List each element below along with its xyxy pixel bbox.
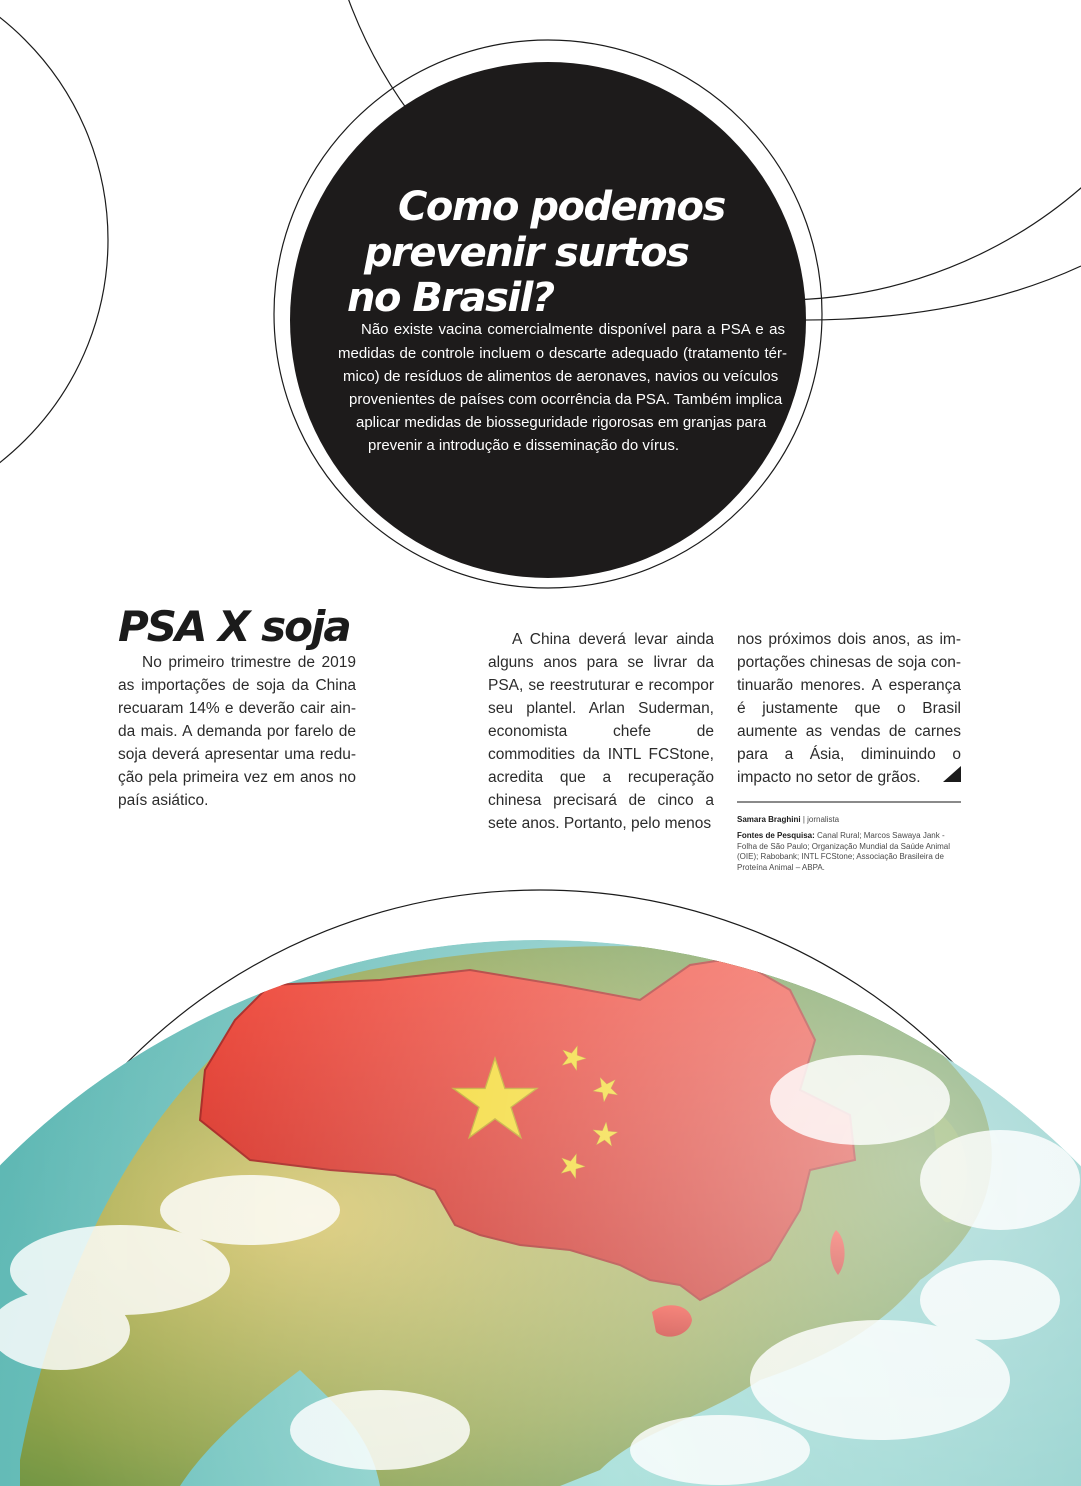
box-title-line-2: prevenir surtos [364,230,689,276]
box-body-line-6: prevenir a introdução e disseminação do vírus. [368,437,680,454]
author-credit [737,815,967,826]
column-1-text: No primeiro trimestre de 2019 as importações de soja da China recuaram 14% e deverão cair ainda mais. A demanda por farelo de soja deverá apresentar uma redução pela primeira vez em anos no país asiático. [118,654,356,809]
research-sources [737,831,963,873]
author-name: Samara Braghini [737,815,801,824]
box-body-line-1: Não existe vacina comercialmente disponível para a PSA e as [361,321,785,338]
column-3-text: nos próximos dois anos, as importações chinesas de soja continuarão menores. A esperança é justamente que o Brasil aumente as vendas de carnes para a Ásia, diminuindo o impacto no setor de grãos. [737,631,961,786]
box-title-line-1: Como podemos [398,184,725,230]
box-body-line-2: medidas de controle incluem o descarte adequado (tratamento tér- [338,345,787,362]
box-body-line-4: provenientes de países com ocorrência da PSA. Também implica [349,391,783,408]
section-heading: PSA X soja [118,602,350,651]
credits-divider [737,801,961,803]
box-body-line-3: mico) de resíduos de alimentos de aeronaves, navios ou veículos [343,368,779,385]
sources-label: Fontes de Pesquisa: [737,831,815,840]
author-role: | jornalista [802,815,840,824]
left-arc [0,0,108,523]
sources-list: Canal Rural; Marcos Sawaya Jank - Folha de São Paulo; Organização Mundial da Saúde Animal (OIE); Rabobank; INTL FCStone; Associação Brasileira de Proteína Animal – ABPA. [737,831,951,872]
right-arc [790,266,1081,320]
box-title-line-3: no Brasil? [347,275,554,321]
end-of-article-mark [943,766,961,782]
column-2-text: A China deverá levar ainda alguns anos para se livrar da PSA, se reestruturar e recompor seu plantel. Arlan Suderman, economista chefe de commodities da INTL FCStone, acredita que a recuperação chinesa precisará de cinco a sete anos. Portanto, pelo menos [488,631,714,832]
globe-illustration [0,890,1081,1486]
globe-shine [0,940,1081,1486]
box-body-line-5: aplicar medidas de biosseguridade rigorosas em granjas para [356,414,767,431]
